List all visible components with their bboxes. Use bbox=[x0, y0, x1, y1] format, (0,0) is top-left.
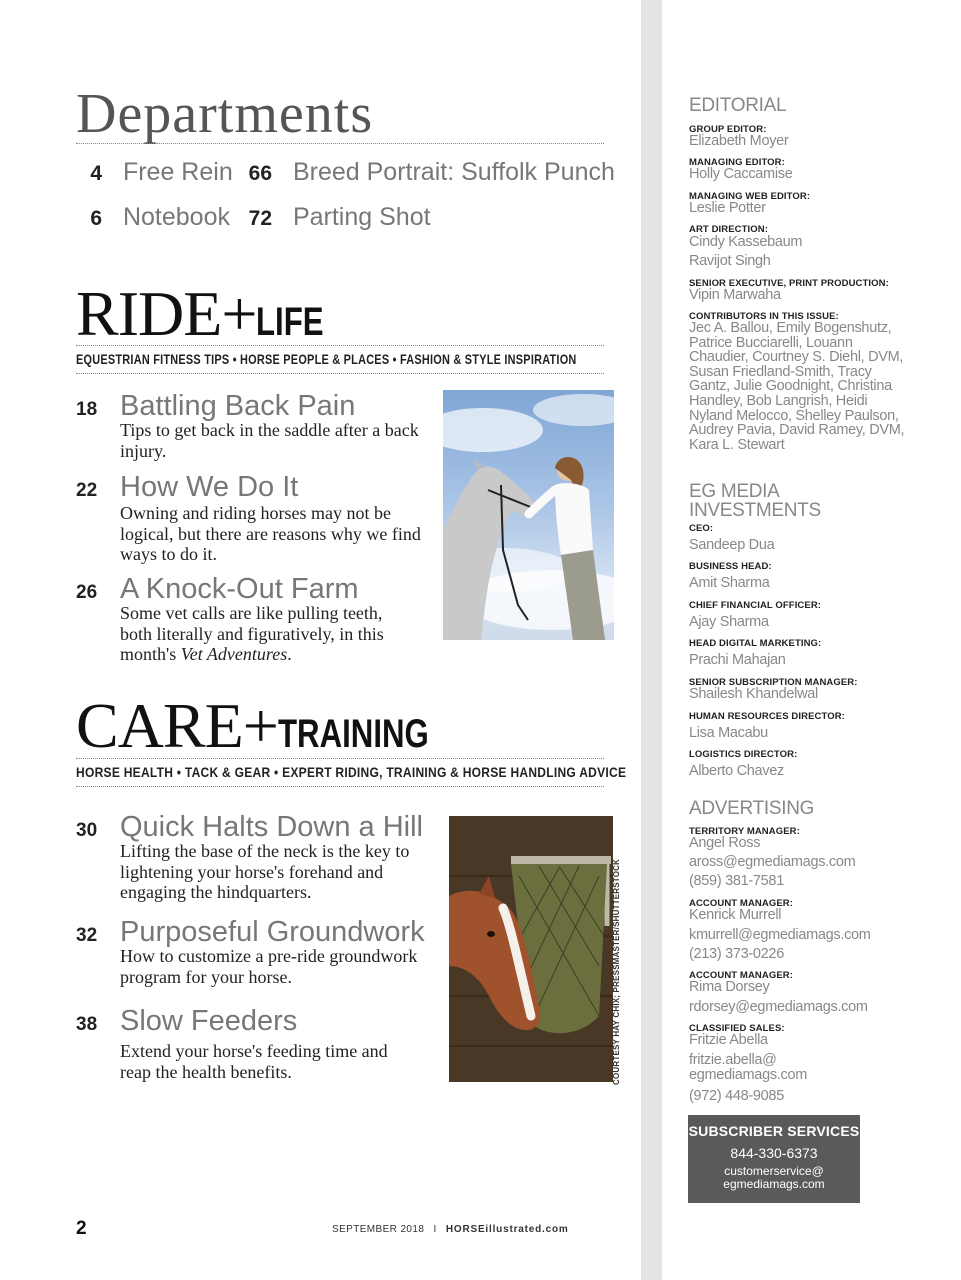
masthead-value: Sandeep Dua bbox=[689, 537, 775, 553]
article-battling-back-pain[interactable] bbox=[76, 392, 436, 462]
masthead-label: ACCOUNT MANAGER: bbox=[689, 970, 793, 981]
masthead-label: ART DIRECTION: bbox=[689, 224, 768, 235]
dept-item-notebook[interactable] bbox=[76, 205, 230, 230]
article-page-number: 26 bbox=[76, 582, 98, 603]
article-description: Extend your horse's feeding time and reap the health benefits. bbox=[120, 1041, 388, 1082]
masthead-label: CHIEF FINANCIAL OFFICER: bbox=[689, 600, 822, 611]
footer-info bbox=[332, 1224, 569, 1235]
article-page-number: 32 bbox=[76, 925, 98, 946]
dept-item-parting-shot[interactable] bbox=[244, 205, 431, 230]
photo-horse-hay-feeder bbox=[449, 816, 613, 1082]
phone-number: (972) 448-9085 bbox=[689, 1088, 784, 1104]
subscriber-phone: 844-330-6373 bbox=[730, 1145, 818, 1161]
article-title: How We Do It bbox=[120, 471, 299, 503]
dept-label: Notebook bbox=[122, 203, 230, 231]
masthead-label: SENIOR SUBSCRIPTION MANAGER: bbox=[689, 677, 858, 688]
photo-credit: COURTESY HAY CHIX; PRESSMASTER/SHUTTERSTOCK bbox=[612, 858, 621, 1085]
masthead-value: Cindy Kassebaum bbox=[689, 234, 803, 250]
dept-item-free-rein[interactable] bbox=[76, 160, 233, 185]
section-title-main: RIDE+ bbox=[76, 278, 257, 349]
page-number: 2 bbox=[76, 1218, 87, 1239]
article-title: A Knock-Out Farm bbox=[120, 573, 359, 605]
horse-feeder-illustration bbox=[449, 816, 613, 1082]
masthead-value: Ajay Sharma bbox=[689, 614, 769, 630]
email-link[interactable]: fritzie.abella@ egmediamags.com bbox=[689, 1052, 807, 1083]
masthead-value: Prachi Mahajan bbox=[689, 652, 786, 668]
dept-page-number: 66 bbox=[248, 162, 272, 185]
divider bbox=[76, 345, 604, 346]
article-description: How to customize a pre-ride groundwork program for your horse. bbox=[120, 946, 418, 987]
article-description: Owning and riding horses may not be logical, but there are reasons why we find ways to do it. bbox=[120, 503, 421, 564]
masthead-label: SENIOR EXECUTIVE, PRINT PRODUCTION: bbox=[689, 278, 889, 289]
masthead-label: CEO: bbox=[689, 523, 714, 534]
dept-page-number: 72 bbox=[248, 207, 272, 230]
divider bbox=[76, 786, 604, 787]
masthead-label: TERRITORY MANAGER: bbox=[689, 826, 800, 837]
email-link[interactable]: kmurrell@egmediamags.com bbox=[689, 927, 871, 943]
ride-life-subtitle: EQUESTRIAN FITNESS TIPS • HORSE PEOPLE & PLACES • FASHION & STYLE INSPIRATION bbox=[76, 351, 577, 367]
dept-label: Free Rein bbox=[122, 158, 233, 186]
article-slow-feeders[interactable] bbox=[76, 1007, 441, 1087]
phone-number: (213) 373-0226 bbox=[689, 946, 784, 962]
investments-heading: EG MEDIA INVESTMENTS bbox=[689, 481, 821, 521]
masthead-value: Angel Ross bbox=[689, 835, 761, 851]
masthead-label: HUMAN RESOURCES DIRECTOR: bbox=[689, 711, 845, 722]
masthead-value: Lisa Macabu bbox=[689, 725, 768, 741]
masthead-value: Alberto Chavez bbox=[689, 763, 784, 779]
masthead-label: HEAD DIGITAL MARKETING: bbox=[689, 638, 822, 649]
article-how-we-do-it[interactable] bbox=[76, 473, 436, 563]
masthead-label: ACCOUNT MANAGER: bbox=[689, 898, 793, 909]
care-training-subtitle: HORSE HEALTH • TACK & GEAR • EXPERT RIDING, TRAINING & HORSE HANDLING ADVICE bbox=[76, 764, 627, 780]
masthead-label: GROUP EDITOR: bbox=[689, 124, 767, 135]
advertising-heading: ADVERTISING bbox=[689, 798, 815, 819]
masthead-value: Kenrick Murrell bbox=[689, 907, 782, 923]
page-gutter bbox=[641, 0, 662, 1280]
dept-page-number: 4 bbox=[90, 162, 102, 185]
article-description: Lifting the base of the neck is the key to lightening your horse's forehand and engaging the hindquarters. bbox=[120, 841, 410, 902]
section-title-sub: TRAINING bbox=[277, 712, 429, 756]
editorial-heading: EDITORIAL bbox=[689, 95, 787, 116]
contributors-list: Jec A. Ballou, Emily Bogenshutz, Patrice Bucciarelli, Louann Chaudier, Courtney S. Diehl, DVM, Susan Friedland-Smith, Tracy Gantz, Julie Goodnight, Christina Handley, Bob Langrish, Heidi Nyland Melocco, Shelley Paulson, Audrey Pavia, David Ramey, DVM, Kara L. Stewart bbox=[689, 320, 905, 453]
issue-date: SEPTEMBER 2018 bbox=[332, 1224, 425, 1235]
divider bbox=[76, 758, 604, 759]
article-page-number: 22 bbox=[76, 480, 98, 501]
article-page-number: 18 bbox=[76, 399, 98, 420]
article-title: Battling Back Pain bbox=[120, 390, 356, 422]
masthead-label: CONTRIBUTORS IN THIS ISSUE: bbox=[689, 311, 839, 322]
masthead-value: Fritzie Abella bbox=[689, 1032, 768, 1048]
masthead-label: LOGISTICS DIRECTOR: bbox=[689, 749, 798, 760]
masthead-label: MANAGING WEB EDITOR: bbox=[689, 191, 811, 202]
article-purposeful-groundwork[interactable] bbox=[76, 918, 441, 990]
email-link[interactable]: aross@egmediamags.com bbox=[689, 854, 856, 870]
masthead-value: Ravijot Singh bbox=[689, 253, 771, 269]
dept-page-number: 6 bbox=[90, 207, 102, 230]
horse-rider-illustration bbox=[443, 390, 614, 640]
masthead-value: Shailesh Khandelwal bbox=[689, 686, 818, 702]
masthead-label: MANAGING EDITOR: bbox=[689, 157, 785, 168]
article-page-number: 30 bbox=[76, 820, 98, 841]
section-title-sub: LIFE bbox=[256, 300, 325, 344]
article-quick-halts[interactable] bbox=[76, 813, 441, 905]
article-knock-out-farm[interactable] bbox=[76, 575, 436, 665]
article-description: Tips to get back in the saddle after a back injury. bbox=[120, 420, 419, 461]
masthead-label: BUSINESS HEAD: bbox=[689, 561, 772, 572]
masthead-value: Holly Caccamise bbox=[689, 166, 793, 182]
masthead-value: Elizabeth Moyer bbox=[689, 133, 789, 149]
masthead-value: Amit Sharma bbox=[689, 575, 770, 591]
divider bbox=[76, 373, 604, 374]
masthead-value: Leslie Potter bbox=[689, 200, 766, 216]
article-title: Slow Feeders bbox=[120, 1005, 298, 1037]
dept-label: Parting Shot bbox=[292, 203, 431, 231]
subscriber-title: SUBSCRIBER SERVICES bbox=[688, 1123, 860, 1139]
article-title: Purposeful Groundwork bbox=[120, 916, 425, 948]
divider bbox=[76, 143, 604, 144]
email-link[interactable]: rdorsey@egmediamags.com bbox=[689, 999, 868, 1015]
footer-site-link[interactable]: HORSEillustrated.com bbox=[445, 1224, 569, 1235]
section-title-main: CARE+ bbox=[76, 690, 278, 761]
masthead-value: Rima Dorsey bbox=[689, 979, 770, 995]
care-training-heading bbox=[76, 690, 471, 761]
article-page-number: 38 bbox=[76, 1014, 98, 1035]
masthead-label: CLASSIFIED SALES: bbox=[689, 1023, 785, 1034]
dept-label: Breed Portrait: Suffolk Punch bbox=[292, 158, 615, 186]
subscriber-email[interactable]: customerservice@ egmediamags.com bbox=[723, 1164, 825, 1191]
phone-number: (859) 381-7581 bbox=[689, 873, 784, 889]
footer-separator: I bbox=[433, 1224, 437, 1235]
article-title: Quick Halts Down a Hill bbox=[120, 811, 423, 843]
article-description: Some vet calls are like pulling teeth, both literally and figuratively, in this month's Vet Adventures. bbox=[120, 603, 384, 664]
masthead-value: Vipin Marwaha bbox=[689, 287, 781, 303]
photo-woman-with-horse bbox=[443, 390, 614, 640]
departments-title: Departments bbox=[76, 83, 374, 145]
ride-life-heading bbox=[76, 278, 343, 349]
dept-item-breed-portrait[interactable] bbox=[244, 160, 615, 185]
subscriber-services-box bbox=[688, 1115, 860, 1203]
